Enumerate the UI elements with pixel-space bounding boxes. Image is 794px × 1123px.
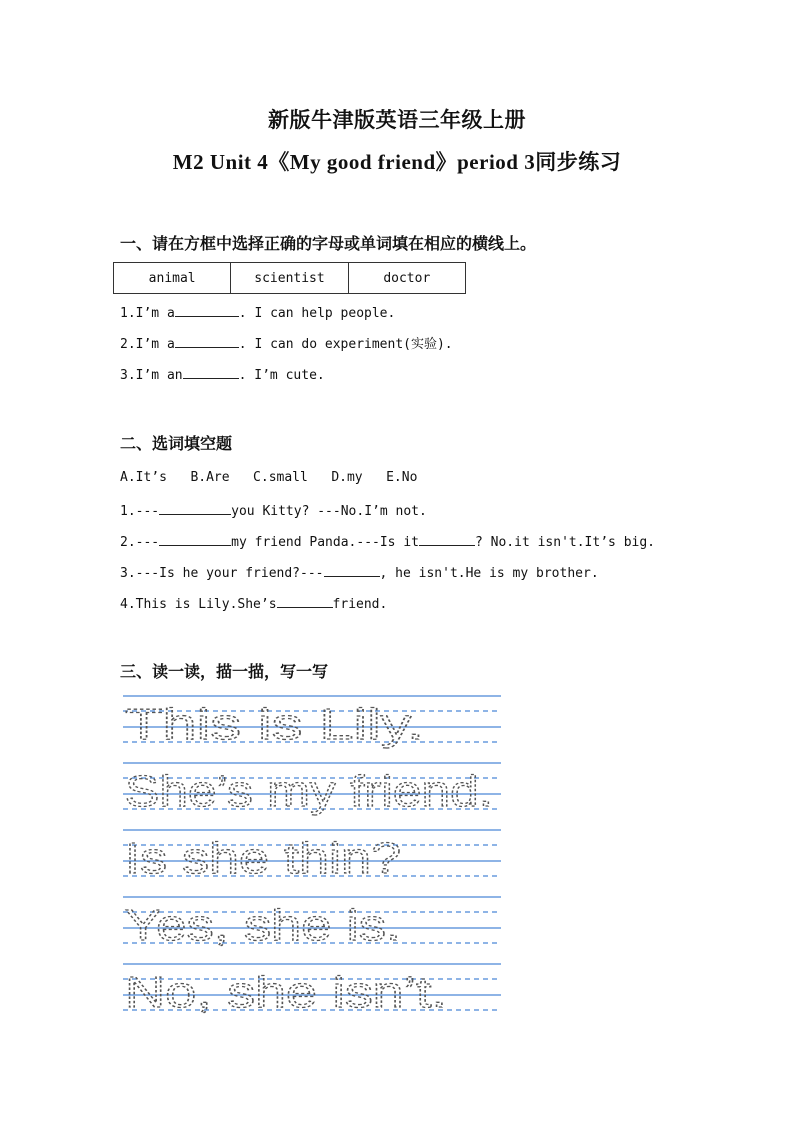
question-2-2 — [120, 533, 655, 551]
section-1-heading: 一、请在方框中选择正确的字母或单词填在相应的横线上。 — [120, 234, 537, 253]
word-box-item: animal — [114, 263, 231, 293]
question-1-3 — [120, 366, 325, 384]
question-text: 2.--- — [120, 535, 160, 550]
question-1-2 — [120, 335, 453, 353]
question-text: 2.I’m a — [120, 337, 175, 352]
section-3-heading: 三、读一读，描一描，写一写 — [120, 662, 329, 681]
tracing-sentence: Is she thin? — [125, 834, 401, 883]
question-text: . I can help people. — [238, 306, 396, 321]
question-text: . I’m cute. — [238, 368, 325, 383]
question-2-4 — [120, 595, 387, 613]
tracing-sentence: Yes, she is. — [125, 901, 401, 950]
question-text: my friend Panda.---Is it — [231, 535, 419, 550]
tracing-sentence: She’s my friend. — [125, 767, 494, 816]
answer-blank[interactable] — [277, 595, 333, 608]
answer-blank[interactable] — [183, 366, 239, 379]
question-text: , he isn't.He is my brother. — [379, 566, 599, 581]
tracing-sentence: No, she isn’t. — [125, 968, 447, 1017]
tracing-area[interactable] — [123, 692, 501, 1022]
word-options: A.It’s B.Are C.small D.my E.No — [120, 470, 418, 485]
page-subtitle: M2 Unit 4《My good friend》period 3同步练习 — [172, 150, 622, 174]
question-text: 4.This is Lily.She’s — [120, 597, 277, 612]
section-2-heading: 二、选词填空题 — [120, 434, 233, 453]
question-text: 1.--- — [120, 504, 160, 519]
question-1-1 — [120, 304, 395, 322]
answer-blank[interactable] — [159, 502, 231, 515]
word-box — [113, 262, 466, 294]
question-text: 3.---Is he your friend?--- — [120, 566, 324, 581]
word-box-item: scientist — [231, 263, 348, 293]
question-2-3 — [120, 564, 599, 582]
question-text: friend. — [332, 597, 388, 612]
question-text: . I can do experiment(实验). — [238, 337, 453, 352]
answer-blank[interactable] — [324, 564, 380, 577]
question-text: ? No.it isn't.It’s big. — [474, 535, 655, 550]
word-box-item: doctor — [383, 270, 431, 286]
question-text: 1.I’m a — [120, 306, 175, 321]
answer-blank[interactable] — [159, 533, 231, 546]
answer-blank[interactable] — [175, 335, 239, 348]
question-text: 3.I’m an — [120, 368, 183, 383]
tracing-text — [123, 692, 501, 1022]
page-title: 新版牛津版英语三年级上册 — [268, 108, 526, 132]
question-text: you Kitty? ---No.I’m not. — [231, 504, 427, 519]
answer-blank[interactable] — [175, 304, 239, 317]
answer-blank[interactable] — [419, 533, 475, 546]
tracing-sentence: This is Lily. — [125, 700, 424, 749]
question-2-1 — [120, 502, 427, 520]
